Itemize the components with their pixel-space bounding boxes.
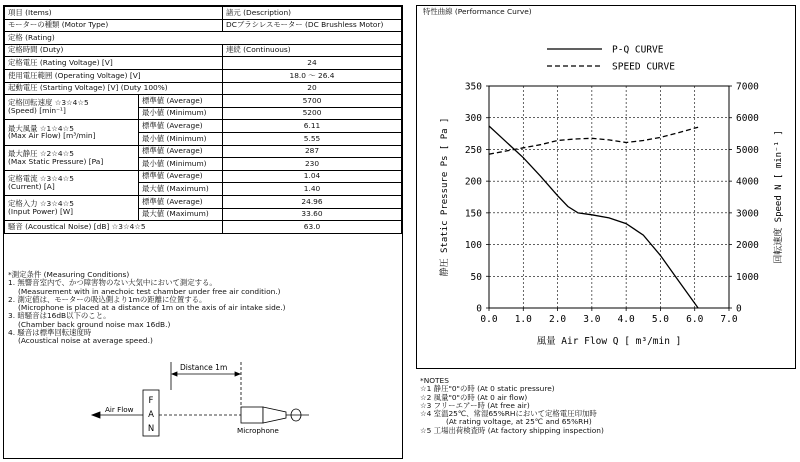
spec-group-label — [5, 195, 139, 220]
y-left-tick-label: 250 — [464, 144, 482, 156]
spec-sub-value: 5200 — [223, 107, 402, 120]
measuring-line: 4. 騒音は標準回転速度時 — [8, 327, 92, 337]
measuring-line: 3. 暗騒音は16dB以下のこと。 — [8, 311, 111, 321]
spec-section-label: 定格 (Rating) — [5, 32, 402, 45]
notes-title: *NOTES — [420, 376, 449, 385]
spec-sub-label: 最小値 (Minimum) — [139, 107, 223, 120]
measuring-title: *測定条件 (Measuring Conditions) — [8, 270, 130, 279]
spec-row — [5, 69, 402, 82]
x-tick-label: 0.0 — [480, 314, 498, 325]
spec-sub-value: 24.96 — [223, 195, 402, 208]
y-right-axis-label: 回転速度 Speed N [ min⁻¹ ] — [774, 130, 784, 264]
y-left-tick-label: 50 — [470, 271, 482, 283]
measuring-line: (Chamber back ground noise max 16dB.) — [18, 319, 171, 329]
y-left-tick-label: 300 — [464, 113, 482, 125]
measuring-line: 1. 無響音室内で、かつ障害物のない大気中において測定する。 — [8, 278, 217, 288]
spec-sub-value: 1.04 — [223, 170, 402, 183]
spec-group-label — [5, 95, 139, 120]
speed-curve-line — [489, 127, 698, 154]
noise-value: 63.0 — [223, 221, 402, 234]
spec-sub-value: 5.55 — [223, 132, 402, 145]
spec-row — [5, 32, 402, 45]
y-left-tick-label: 100 — [464, 240, 482, 252]
spec-row — [5, 57, 402, 70]
spec-sub-label: 最大値 (Maximum) — [139, 183, 223, 196]
pq-curve-line — [489, 126, 698, 308]
spec-sub-value: 1.40 — [223, 183, 402, 196]
spec-sub-label: 最大値 (Maximum) — [139, 208, 223, 221]
measuring-line: 2. 測定値は、モーターの吸込側より1mの距離に位置する。 — [8, 294, 207, 304]
y-left-tick-label: 150 — [464, 208, 482, 220]
x-tick-label: 6.0 — [686, 314, 704, 325]
spec-row — [5, 19, 402, 32]
microphone-label: Microphone — [237, 426, 279, 435]
spec-sub-value: 230 — [223, 158, 402, 171]
spec-row — [5, 221, 402, 234]
note-line: ☆1 静圧"0"の時 (At 0 static pressure) — [420, 384, 555, 394]
spec-row — [5, 95, 402, 108]
legend-label: P-Q CURVE — [612, 44, 664, 56]
spec-sub-label: 最小値 (Minimum) — [139, 158, 223, 171]
spec-row — [5, 82, 402, 95]
spec-row — [5, 120, 402, 133]
spec-row — [5, 195, 402, 208]
y-right-tick-label: 5000 — [736, 144, 759, 156]
spec-sub-label: 標準値 (Average) — [139, 195, 223, 208]
spec-sub-value: 5700 — [223, 95, 402, 108]
legend-label: SPEED CURVE — [612, 61, 675, 73]
plot-frame — [489, 86, 729, 308]
measuring-line: (Microphone is placed at a distance of 1m on the axis of air intake side.) — [18, 303, 286, 313]
performance-curve-panel — [416, 5, 796, 369]
spec-row-value: 連続 (Continuous) — [223, 44, 402, 57]
spec-sub-label: 標準値 (Average) — [139, 145, 223, 158]
spec-row — [5, 7, 402, 20]
spec-group-label — [5, 120, 139, 145]
x-tick-label: 2.0 — [548, 314, 567, 325]
microphone-cone — [263, 407, 286, 423]
spec-sub-label: 標準値 (Average) — [139, 120, 223, 133]
airflow-label: Air Flow — [105, 405, 134, 414]
spec-row-label: 起動電圧 (Starting Voltage) [V] (Duty 100%) — [5, 82, 223, 95]
spec-sub-value: 287 — [223, 145, 402, 158]
distance-arrow-right — [235, 372, 240, 376]
spec-table — [4, 6, 402, 234]
spec-group-label-en: (Speed) [min⁻¹] — [8, 106, 66, 116]
noise-label: 騒音 (Acoustical Noise) [dB] ☆3☆4☆5 — [5, 221, 223, 234]
performance-chart — [417, 6, 797, 370]
spec-row-value: 20 — [223, 82, 402, 95]
y-right-tick-label: 0 — [736, 303, 742, 315]
note-line: ☆5 工場出荷検査時 (At factory shipping inspection) — [420, 425, 604, 435]
x-tick-label: 7.0 — [720, 314, 738, 325]
airflow-arrowhead — [92, 412, 100, 418]
spec-group-label-en: (Max Air Flow) [m³/min] — [8, 131, 96, 141]
microphone-body — [241, 407, 263, 423]
notes — [420, 377, 796, 435]
y-left-axis-label: 静圧 Static Pressure Ps [ Pa ] — [440, 117, 450, 277]
note-line: ☆4 室温25℃、常湿65%RHにおいて定格電圧印加時 — [420, 409, 597, 419]
spec-row-label: 定格電圧 (Rating Voltage) [V] — [5, 57, 223, 70]
y-right-tick-label: 2000 — [736, 240, 759, 252]
spec-row-value: DCブラシレスモーター (DC Brushless Motor) — [223, 19, 402, 32]
spec-group-label-jp: 定格電流 ☆3☆4☆5 — [8, 174, 74, 184]
spec-group-label — [5, 170, 139, 195]
spec-sub-label: 標準値 (Average) — [139, 95, 223, 108]
y-left-tick-label: 200 — [464, 176, 482, 188]
x-tick-label: 4.0 — [617, 314, 635, 325]
measuring-line: (Acoustical noise at average speed.) — [18, 336, 153, 346]
spec-row-value: 24 — [223, 57, 402, 70]
spec-group-label-jp: 定格回転速度 ☆3☆4☆5 — [8, 98, 89, 108]
distance-arrow-left — [172, 372, 177, 376]
y-right-tick-label: 4000 — [736, 176, 759, 188]
fan-letter-f: F — [148, 396, 154, 406]
spec-group-label-jp: 最大静圧 ☆2☆4☆5 — [8, 148, 74, 158]
fan-letter-n: N — [147, 424, 155, 434]
y-left-tick-label: 0 — [476, 303, 482, 315]
y-right-tick-label: 6000 — [736, 113, 759, 125]
x-tick-label: 1.0 — [514, 314, 532, 325]
y-right-tick-label: 1000 — [736, 271, 759, 283]
spec-row-value: 諸元 (Description) — [223, 7, 402, 20]
spec-group-label-jp: 最大風量 ☆1☆4☆5 — [8, 123, 74, 133]
spec-sub-label: 最小値 (Minimum) — [139, 132, 223, 145]
spec-sub-value: 6.11 — [223, 120, 402, 133]
x-axis-label: 風量 Air Flow Q [ m³/min ] — [536, 336, 682, 347]
spec-row — [5, 170, 402, 183]
note-line: (At rating voltage, at 25℃ and 65%RH) — [446, 417, 592, 427]
note-line: ☆3 フリーエアー時 (At free air) — [420, 400, 530, 410]
measuring-line: (Measurement with in anechoic test chamber under free air condition.) — [18, 286, 281, 296]
spec-sub-value: 33.60 — [223, 208, 402, 221]
x-tick-label: 5.0 — [651, 314, 670, 325]
spec-row-label: 使用電圧範囲 (Operating Voltage) [V] — [5, 69, 223, 82]
spec-row — [5, 145, 402, 158]
noise-measurement-diagram — [4, 356, 402, 456]
spec-group-label-jp: 定格入力 ☆3☆4☆5 — [8, 199, 74, 209]
fan-letter-a: A — [148, 410, 154, 420]
spec-group-label-en: (Input Power) [W] — [8, 207, 74, 216]
distance-label: Distance 1m — [180, 363, 228, 372]
spec-group-label-en: (Max Static Pressure) [Pa] — [8, 156, 104, 166]
spec-group-label — [5, 145, 139, 170]
curve-panel-title: 特性曲線 (Performance Curve) — [423, 7, 532, 16]
spec-group-label-en: (Current) [A] — [8, 181, 55, 191]
spec-row-label: 定格時間 (Duty) — [5, 44, 223, 57]
spec-row-label: 項目 (Items) — [5, 7, 223, 20]
spec-row — [5, 44, 402, 57]
y-right-tick-label: 3000 — [736, 208, 759, 220]
y-right-tick-label: 7000 — [736, 81, 759, 93]
spec-row-value: 18.0 ～ 26.4 — [223, 69, 402, 82]
y-left-tick-label: 350 — [464, 81, 482, 93]
measuring-conditions — [8, 271, 400, 346]
x-tick-label: 3.0 — [583, 314, 601, 325]
note-line: ☆2 風量"0"の時 (At 0 air flow) — [420, 392, 528, 402]
spec-sub-label: 標準値 (Average) — [139, 170, 223, 183]
spec-row-label: モーターの種類 (Motor Type) — [5, 19, 223, 32]
spec-panel — [3, 5, 403, 459]
